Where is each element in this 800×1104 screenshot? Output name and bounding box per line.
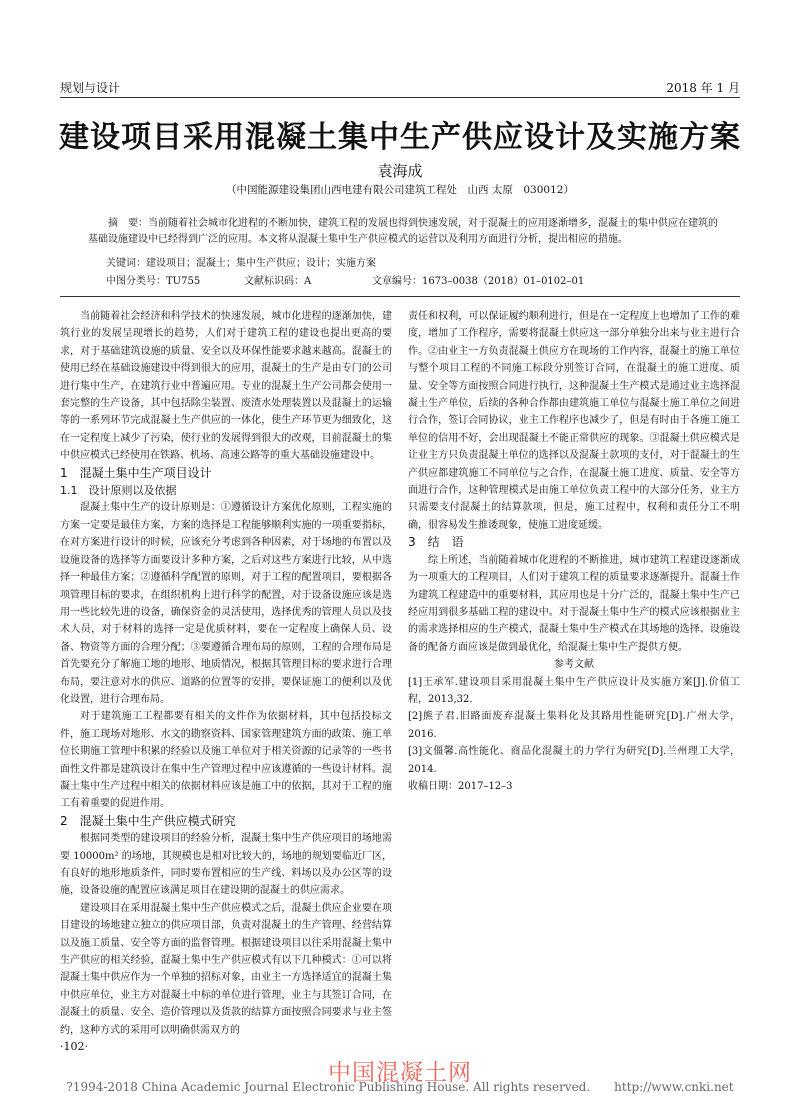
reference-item: [2]熊子君.旧路面废弃混凝土集料化及其路用性能研究[D].广州大学，2016. xyxy=(408,711,740,740)
section-2-heading: 2 混凝土集中生产供应模式研究 xyxy=(60,813,236,828)
header-rule xyxy=(60,97,740,98)
section-1-heading: 1 混凝土集中生产项目设计 xyxy=(60,465,212,480)
running-header-date: 2018 年 1 月 xyxy=(666,81,740,95)
received-date: 收稿日期：2017–12–3 xyxy=(408,780,513,792)
conclusion-paragraph: 综上所述，当前随着城市化进程的不断推进，城市建筑工程建设逐渐成为一项重大的工程项目，人们对于建筑工程的质量要求逐渐提升。混凝土作为建筑工程建造中的重要材料，其应用也是十分广泛的，混凝土集中生产已经应用到很多基础工程的建设中。对于混凝土集中生产的模式应该根据业主的需求选择相应的生产模式，混凝土集中生产模式在其场地的选择、设施设备的配备方面应该是做到最优化，给混凝土集中生产提供方便。 xyxy=(408,554,740,653)
copyright-footer: ?1994-2018 China Academic Journal Electronic Publishing House. All rights reserved. http://www.cnki.net xyxy=(66,1080,734,1094)
section-1-1-heading: 1.1 设计原则以及依据 xyxy=(60,484,177,498)
article-number: 文章编号：1673–0038（2018）01–0102–01 xyxy=(372,276,585,287)
affiliation: （中国能源建设集团山西电建有限公司建筑工程处 山西 太原 030012） xyxy=(226,184,574,196)
right-column xyxy=(408,308,740,795)
site-watermark: 中国混凝土网 xyxy=(328,1060,472,1086)
abstract: 摘 要：当前随着社会城市化进程的不断加快，建筑工程的发展也得到快速发展，对于混凝土的应用逐渐增多，混凝土的集中供应在建筑的基础设施建设中已经得到广泛的应用。本文将从混凝土集中生产供应模式的运营以及利用方面进行分析，提出相应的措施。 xyxy=(88,218,718,245)
author: 袁海成 xyxy=(377,162,423,180)
section-1-1-paragraph: 混凝土集中生产的设计原则是：①遵循设计方案优化原则，工程实施的方案一定要是最佳方案，方案的选择是工程能够顺利实施的一项重要指标，在对方案进行设计的时候，应该充分考虑到各种因素，对于场地的布置以及设施设备的选择等方面要设计多种方案，之后对这些方案进行比较，从中选择一种最佳方案；②遵循科学配置的原则，对于工程的配置项目，要根据各项管理目标的要求，在组织机构上进行科学的配置，对于设备设施应该是选用一些比较先进的设备，确保资金的灵活使用，选择优秀的管理人员以及技术人员，对于材料的选择一定是优质材料，要在一定程度上确保人员、设备、物资等方面的合理分配；③要遵循合理布局的原则，工程的合理布局是首先要充分了解施工地的地形、地质情况，根据其管理目标的要求进行合理布局，要注意对水的供应、道路的位置等的安排，要保证施工的便利以及优化设置，进行合理布局。 xyxy=(60,502,392,705)
keywords: 关键词：建设项目；混凝土；集中生产供应；设计；实施方案 xyxy=(106,258,376,269)
abstract-rule xyxy=(60,296,740,297)
intro-paragraph: 当前随着社会经济和科学技术的快速发展，城市化进程的逐渐加快，建筑行业的发展呈现增长的趋势，人们对于建筑工程的建设也提出更高的要求，对于基础建筑设施的质量、安全以及环保性能要求越来越高。混凝土的使用已经在基础设施建设中得到很大的应用，混凝土的生产是由专门的公司进行集中生产，在建筑行业中普遍应用。专业的混凝土生产公司都会使用一套完整的生产设备，其中包括除尘装置、废渣水处理装置以及混凝土的运输等的一系列环节完成混凝土生产供应的一体化，使生产环节更为细致化，这在一定程度上减少了污染，使行业的发展得到很大的改观，目前混凝土的集中供应模式已经使用在铁路、机场、高速公路等的重大基础设施建设中。 xyxy=(60,311,392,462)
section-2-paragraph: 根据同类型的建设项目的经验分析，混凝土集中生产供应项目的场地需要 10000m² 的场地，其规模也是相对比较大的，场地的规划要临近厂区，有良好的地形地质条件，同时要布置相应的生产线、料场以及办公区等的设施，设备设施的配置应该满足项目在建设期的混凝土的供应需求。 xyxy=(60,833,392,897)
reference-item: [1]王承军.建设项目采用混凝土集中生产供应设计及实施方案[J].价值工程，2013,32. xyxy=(408,676,740,705)
section-2-paragraph: 建设项目在采用混凝土集中生产供应模式之后，混凝土供应企业要在项目建设的场地建立独立的供应项目部，负责对混凝土的生产管理、经营结算以及施工质量、安全等方面的监督管理。根据建设项目以往采用混凝土集中生产供应的相关经验，混凝土集中生产供应模式有以下几种模式：①可以将混凝土集中供应作为一个单独的招标对象，由业主一方选择适宜的混凝土集中供应单位，业主方对混凝土中标的单位进行管理，业主与其签订合同，在混凝土的质量、安全、造价管理以及货款的结算方面按照合同要求与业主签约，这种方式的采用可以明确供需双方的 xyxy=(60,902,392,1036)
left-column xyxy=(60,308,392,1039)
page-number: ·102· xyxy=(60,1040,88,1053)
document-code: 文献标识码：A xyxy=(244,276,312,287)
running-header-left: 规划与设计 xyxy=(60,81,121,95)
clc-number: 中图分类号：TU755 xyxy=(106,276,201,287)
section-3-heading: 3 结 语 xyxy=(408,535,464,550)
section-1-1-paragraph: 对于建筑施工工程都要有相关的文件作为依据材料，其中包括投标文件，施工现场对地形、水文的勘察资料、国家管理建筑方面的政策、施工单位长期施工管理中积累的经验以及施工单位对于相关资源的记录等的一些书面性文件都是建筑设计在集中生产管理过程中应该遵循的一些设计材料。混凝土集中生产过程中相关的依据材料应该是施工中的依据，其对于工程的施工有着重要的促进作用。 xyxy=(60,711,392,810)
continued-paragraph: 责任和权利，可以保证履约顺利进行，但是在一定程度上也增加了工作的难度，增加了工作程序，需要将混凝土供应这一部分单独分出来与业主进行合作。②由业主一方负责混凝土供应方在现场的工作内容，混凝土的施工单位与整个项目工程的不同施工标段分别签订合同，在混凝土的施工进度、质量、安全等方面按照合同进行执行，这种混凝土生产模式是通过业主选择混凝土生产单位，后续的各种合作都由建筑施工单位与混凝土施工单位之间进行合作，签订合同协议，业主工作程序也减少了，但是有时由于各施工施工单位的信用不好，会出现混凝土不能正常供应的现象。③混凝土供应模式是让业主方只负责混凝土单位的选择以及混凝土款项的支付，对于混凝土的生产供应都建筑施工不同单位与之合作，在混凝土施工进度、质量、安全等方面进行合作，这种管理模式是由施工单位负责工程中的大部分任务，业主方只需要支付混凝土的结算款项，但是，施工过程中，权利和责任分工不明确，很容易发生推诿现象，使施工进度延缓。 xyxy=(408,311,740,531)
article-title: 建设项目采用混凝土集中生产供应设计及实施方案 xyxy=(59,120,741,155)
references-heading: 参考文献 xyxy=(554,659,594,671)
reference-item: [3]文僵馨.高性能化、商品化混凝土的力学行为研究[D].兰州理工大学，2014. xyxy=(408,746,740,775)
